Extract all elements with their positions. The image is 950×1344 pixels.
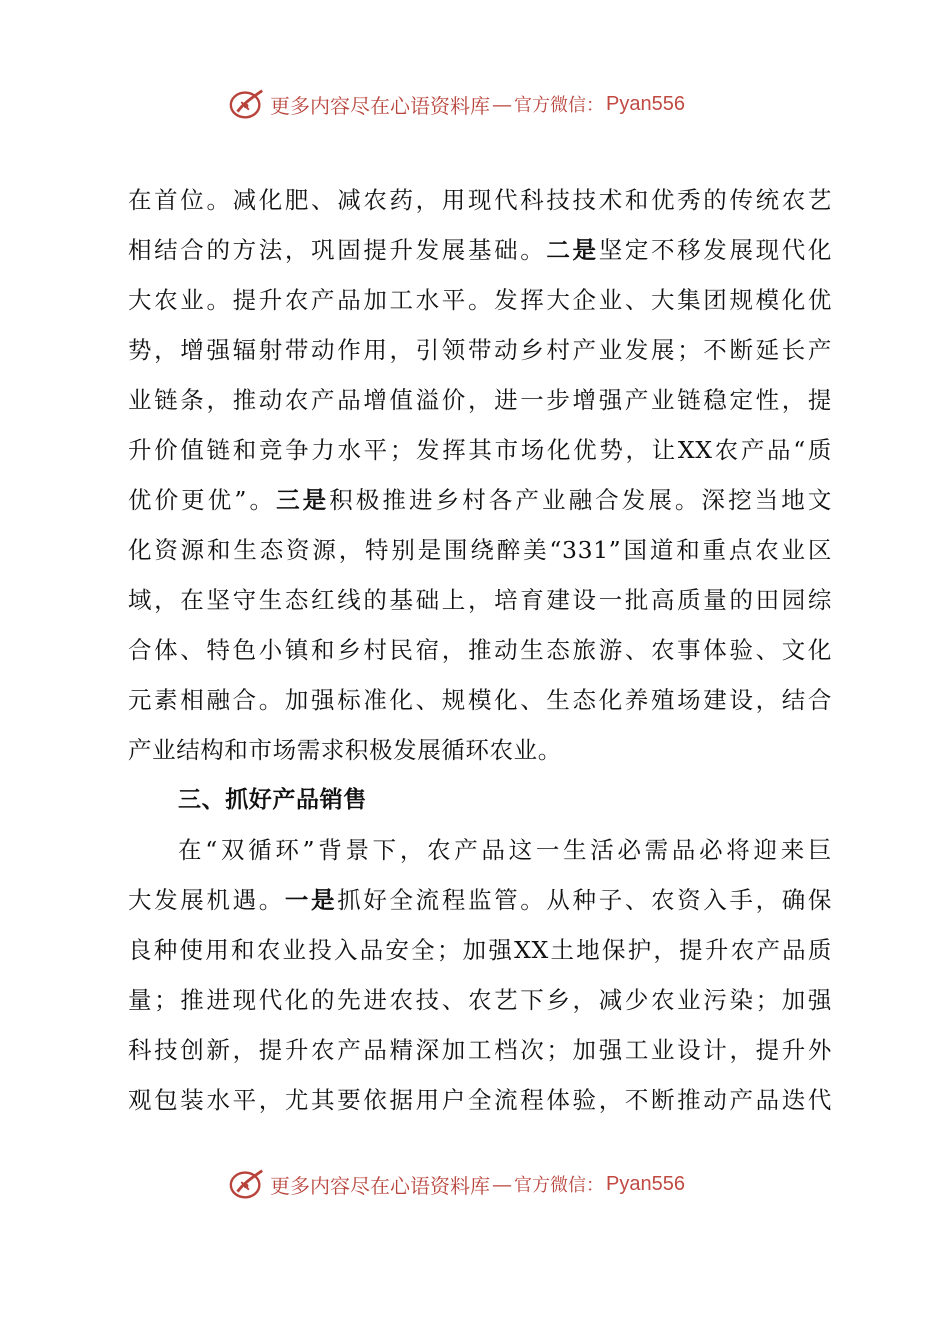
text-line [128, 475, 832, 525]
bold-marker: 三是 [276, 486, 330, 514]
text-line: 化资源和生态资源，特别是围绕醉美“331”国道和重点农业区 [128, 536, 832, 564]
text-line: 业链条，推动农产品增值溢价，进一步增强产业链稳定性，提 [128, 386, 832, 414]
header-banner [228, 84, 685, 124]
text-span: 抓好全流程监管。从种子、农资入手，确保 [337, 886, 833, 914]
banner-separator: — [492, 92, 512, 116]
bold-marker: 一是 [284, 886, 338, 914]
section-heading: 三、抓好产品销售 [178, 787, 367, 813]
text-line: 良种使用和农业投入品安全；加强XX土地保护，提升农产品质 [128, 936, 832, 964]
text-span: 积极推进乡村各产业融合发展。深挖当地文 [329, 486, 832, 514]
text-line [128, 225, 832, 275]
banner-wechat-id: Pyan556 [606, 92, 685, 115]
banner-wechat-id: Pyan556 [606, 1172, 685, 1195]
logo-icon [228, 1165, 266, 1203]
text-line: 大农业。提升农产品加工水平。发挥大企业、大集团规模化优 [128, 286, 832, 314]
logo-icon [228, 85, 266, 123]
text-line: 合体、特色小镇和乡村民宿，推动生态旅游、农事体验、文化 [128, 636, 832, 664]
text-line: 元素相融合。加强标准化、规模化、生态化养殖场建设，结合 [128, 686, 832, 714]
text-line: 势，增强辐射带动作用，引领带动乡村产业发展；不断延长产 [128, 336, 832, 364]
banner-label: 官方微信： [514, 1175, 604, 1196]
text-line: 域，在坚守生态红线的基础上，培育建设一批高质量的田园综 [128, 586, 832, 614]
banner-main-text: 更多内容尽在心语资料库 [270, 1173, 490, 1198]
footer-banner [228, 1164, 685, 1204]
text-line: 观包装水平，尤其要依据用户全流程体验，不断推动产品迭代 [128, 1086, 832, 1114]
text-span: 相结合的方法，巩固提升发展基础。 [128, 236, 547, 264]
banner-main-text: 更多内容尽在心语资料库 [270, 93, 490, 118]
text-line: 升价值链和竞争力水平；发挥其市场化优势，让XX农产品“质 [128, 436, 832, 464]
bold-marker: 二是 [546, 236, 599, 264]
text-span: 大发展机遇。 [128, 886, 285, 914]
text-line: 量；推进现代化的先进农技、农艺下乡，减少农业污染；加强 [128, 986, 832, 1014]
text-line: 在“双循环”背景下，农产品这一生活必需品必将迎来巨 [178, 836, 832, 864]
text-span: 优价更优”。 [128, 486, 277, 514]
text-span: 坚定不移发展现代化 [598, 236, 832, 264]
document-body [128, 175, 832, 1125]
text-line: 产业结构和市场需求积极发展循环农业。 [128, 736, 562, 764]
text-line: 科技创新，提升农产品精深加工档次；加强工业设计，提升外 [128, 1036, 832, 1064]
banner-separator: — [492, 1172, 512, 1196]
text-line: 在首位。减化肥、减农药，用现代科技技术和优秀的传统农艺 [128, 186, 832, 214]
text-line [128, 875, 832, 925]
banner-label: 官方微信： [514, 95, 604, 116]
